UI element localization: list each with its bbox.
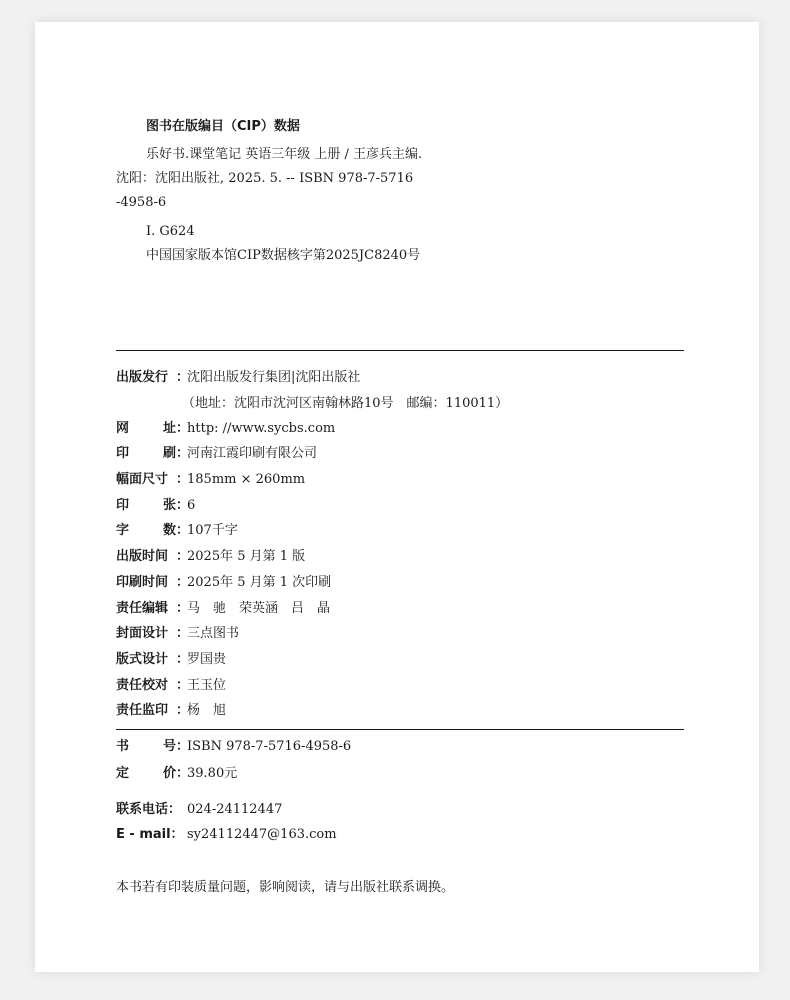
divider-middle bbox=[116, 729, 684, 730]
colon: ： bbox=[176, 601, 190, 616]
copyright-page bbox=[35, 22, 759, 972]
printer-value: 河南江霞印刷有限公司 bbox=[187, 446, 318, 461]
website-label bbox=[116, 420, 176, 438]
label-char: 址 bbox=[162, 421, 176, 436]
website-value: http: //www.sycbs.com bbox=[187, 421, 336, 436]
size-label: 幅面尺寸 bbox=[116, 472, 169, 487]
size-value: 185mm × 260mm bbox=[187, 472, 306, 487]
colon: ： bbox=[176, 498, 190, 513]
label-char: 印 bbox=[116, 498, 130, 513]
label-char: 网 bbox=[116, 421, 130, 436]
isbn-value: ISBN 978-7-5716-4958-6 bbox=[187, 739, 352, 754]
label-char: 刷 bbox=[162, 446, 176, 461]
colon: ： bbox=[176, 626, 190, 641]
colon: ： bbox=[176, 549, 190, 564]
print-time-value: 2025年 5 月第 1 次印刷 bbox=[187, 575, 332, 590]
colon: ： bbox=[176, 523, 190, 538]
sheets-label bbox=[116, 497, 176, 515]
email-value: sy24112447@163.com bbox=[187, 827, 337, 842]
publisher-value: 沈阳出版发行集团|沈阳出版社 bbox=[187, 370, 361, 385]
pub-time-label: 出版时间 bbox=[116, 549, 169, 564]
colon: ： bbox=[176, 370, 190, 385]
colon: ： bbox=[176, 739, 190, 754]
label-char: 定 bbox=[116, 766, 130, 781]
cover-value: 三点图书 bbox=[187, 626, 240, 641]
label-char: 印 bbox=[116, 446, 130, 461]
format-value: 罗国贵 bbox=[187, 652, 227, 667]
words-label bbox=[116, 522, 176, 540]
colon: ： bbox=[176, 575, 190, 590]
publisher-label: 出版发行 bbox=[116, 370, 169, 385]
editor-label: 责任编辑 bbox=[116, 601, 169, 616]
label-char: 号 bbox=[162, 739, 176, 754]
cip-record-number: 中国国家版本馆CIP数据核字第2025JC8240号 bbox=[146, 248, 421, 263]
price-value: 39.80元 bbox=[187, 766, 238, 781]
label-char: 数 bbox=[162, 523, 176, 538]
colon: ： bbox=[176, 446, 190, 461]
cover-label: 封面设计 bbox=[116, 626, 169, 641]
cip-heading: 图书在版编目（CIP）数据 bbox=[146, 119, 300, 134]
colon: ： bbox=[176, 766, 190, 781]
colon: ： bbox=[176, 703, 190, 718]
divider-top bbox=[116, 350, 684, 351]
cip-title-line: 乐好书.课堂笔记 英语三年级 上册 / 王彦兵主编. bbox=[146, 147, 423, 162]
printer-label bbox=[116, 445, 176, 463]
supervise-label: 责任监印 bbox=[116, 703, 169, 718]
label-char: 价 bbox=[162, 766, 176, 781]
label-char: 字 bbox=[116, 523, 130, 538]
colon: ： bbox=[176, 421, 190, 436]
supervise-value: 杨 旭 bbox=[187, 703, 227, 718]
colon: ： bbox=[176, 472, 190, 487]
print-time-label: 印刷时间 bbox=[116, 575, 169, 590]
phone-label: 联系电话： bbox=[116, 802, 182, 817]
pub-time-value: 2025年 5 月第 1 版 bbox=[187, 549, 306, 564]
format-label: 版式设计 bbox=[116, 652, 169, 667]
email-label: E - mail： bbox=[116, 827, 184, 842]
label-char: 书 bbox=[116, 739, 130, 754]
proof-value: 王玉位 bbox=[187, 678, 227, 693]
cip-publication-line: 沈阳：沈阳出版社, 2025. 5. -- ISBN 978-7-5716 bbox=[116, 171, 414, 186]
cip-classification: Ⅰ. G624 bbox=[146, 224, 195, 239]
proof-label: 责任校对 bbox=[116, 678, 169, 693]
editor-value: 马 驰 荣英涵 吕 晶 bbox=[187, 601, 331, 616]
colon: ： bbox=[176, 652, 190, 667]
sheets-value: 6 bbox=[187, 498, 196, 513]
quality-notice: 本书若有印装质量问题，影响阅读，请与出版社联系调换。 bbox=[116, 880, 455, 895]
colon: ： bbox=[176, 678, 190, 693]
label-char: 张 bbox=[162, 498, 176, 513]
publisher-address: （地址：沈阳市沈河区南翰林路10号 邮编：110011） bbox=[182, 396, 509, 411]
words-value: 107千字 bbox=[187, 523, 238, 538]
cip-isbn-continuation: -4958-6 bbox=[116, 195, 167, 210]
price-label bbox=[116, 765, 176, 783]
isbn-label bbox=[116, 738, 176, 756]
phone-value: 024-24112447 bbox=[187, 802, 283, 817]
